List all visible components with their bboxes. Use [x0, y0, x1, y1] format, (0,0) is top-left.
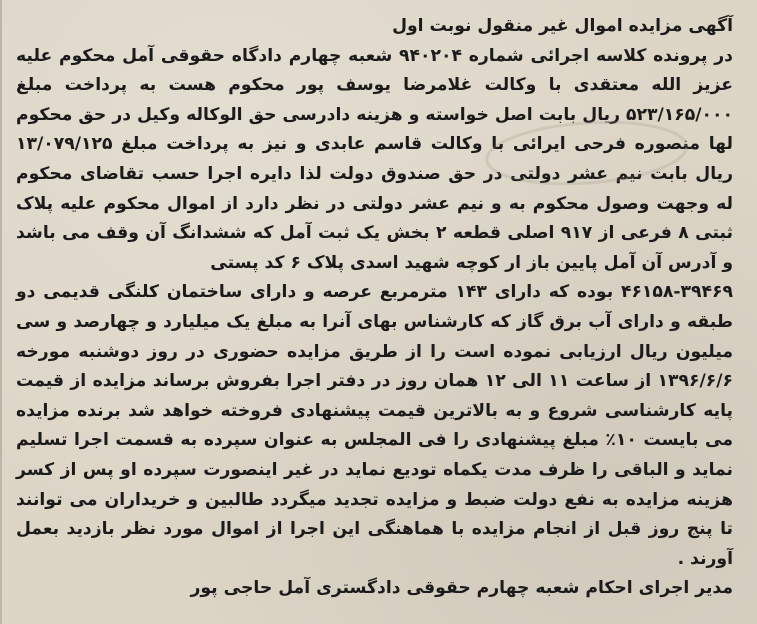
notice-paragraph-2: ۴۶۱۵۸-۳۹۴۶۹ بوده که دارای ۱۴۳ مترمربع عرصه و دارای ساختمان کلنگی قدیمی دو طبقه و دارای آب برق گاز که کارشناس بهای آنرا به مبلغ یک میلیارد و چهارصد و سی میلیون ریال ارزیابی نموده است را از طریق مزایده حضوری در روز دوشنبه مورخه ۱۳۹۶/۶/۶ از ساعت ۱۱ الی ۱۲ همان روز در دفتر اجرا بفروش برساند مزایده از قیمت پایه کارشناسی شروع و به بالاترین قیمت پیشنهادی فروخته خواهد شد برنده مزایده می بایست ۱۰٪ مبلغ پیشنهادی را فی المجلس به عنوان سپرده به قسمت اجرا تسلیم نماید و الباقی را ظرف مدت یکماه تودیع نماید در غیر اینصورت سپرده او پس از کسر هزینه مزایده به نفع دولت ضبط و مزایده تجدید میگردد طالبین و خریداران می توانند تا پنج روز قبل از انجام مزایده با هماهنگی این اجرا از اموال مورد نظر بازدید بعمل آورند . — [16, 282, 734, 569]
notice-title: آگهی مزایده اموال غیر منقول نوبت اول — [392, 16, 733, 36]
notice-signature: مدیر اجرای احکام شعبه چهارم حقوقی دادگستری آمل حاجی پور — [190, 578, 733, 599]
notice-paragraph-1: در پرونده کلاسه اجرائی شماره ۹۴۰۲۰۴ شعبه چهارم دادگاه حقوقی آمل محکوم علیه عزیز الله معتقدی با وکالت غلامرضا یوسف پور محکوم هست به پرداخت مبلغ ۵۲۳/۱۶۵/۰۰۰ ریال بابت اصل خواسته و هزینه دادرسی حق الوکاله وکیل در حق محکوم لها منصوره فرحی ایرائی با وکالت قاسم عابدی و نیز به پرداخت مبلغ ۱۳/۰۷۹/۱۲۵ ریال بابت نیم عشر دولتی در حق صندوق دولت لذا دایره اجرا حسب تقاضای محکوم له وجهت وصول محکوم به و نیم عشر دولتی در نظر دارد از اموال محکوم علیه پلاک ثبتی ۸ فرعی از ۹۱۷ اصلی قطعه ۲ بخش یک ثبت آمل که ششدانگ آن وقف می باشد و آدرس آن آمل پایین باز ار کوچه شهید اسدی پلاک ۶ کد پستی — [16, 45, 734, 273]
